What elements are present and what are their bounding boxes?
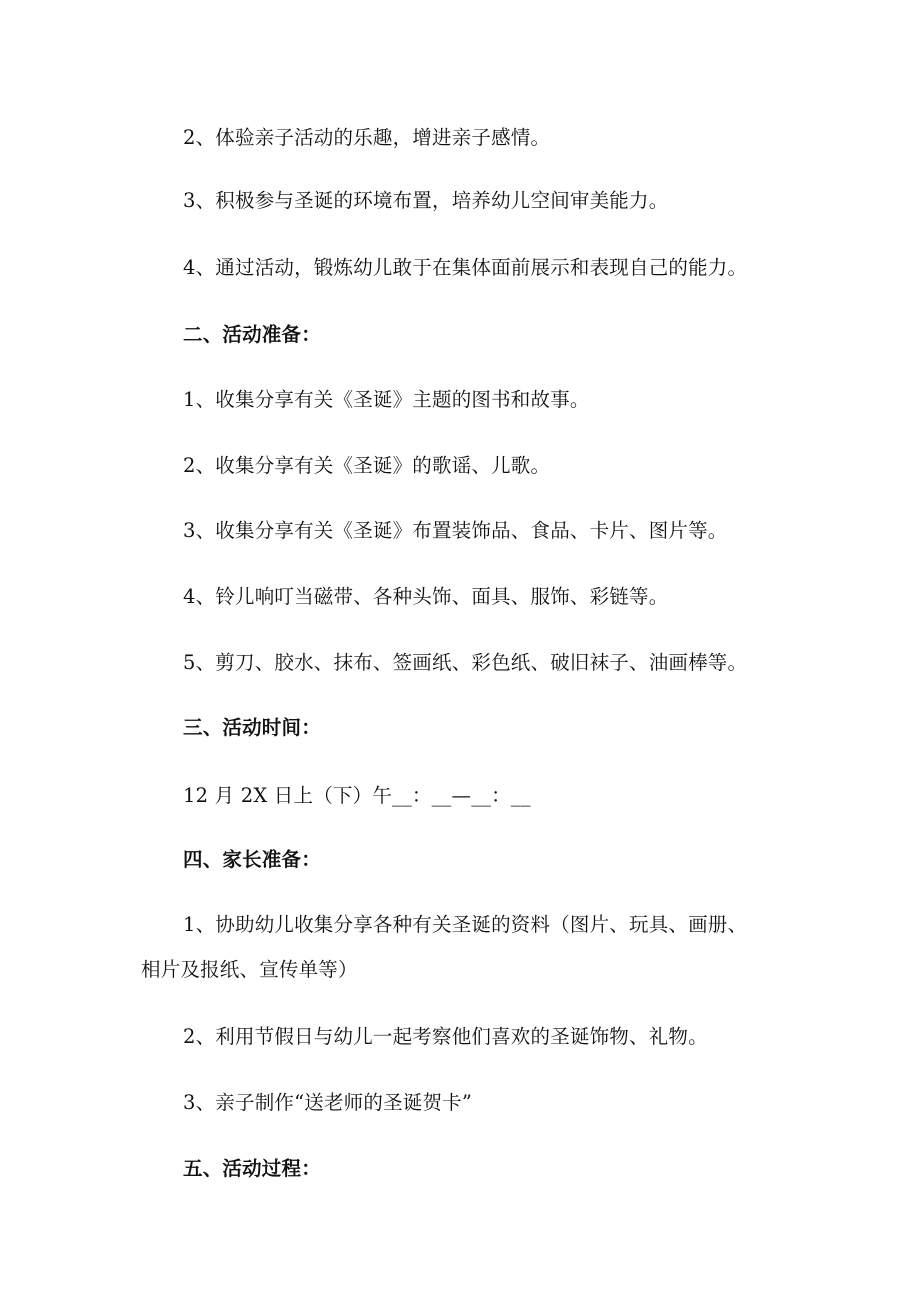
parent-item-2: 2、利用节假日与幼儿一起考察他们喜欢的圣诞饰物、礼物。 [183, 1025, 708, 1048]
section-heading-preparation: 二、活动准备： [183, 323, 321, 346]
preparation-item-3: 3、收集分享有关《圣诞》布置装饰品、食品、卡片、图片等。 [183, 519, 728, 542]
section-heading-time: 三、活动时间： [183, 716, 321, 739]
section-heading-parent-preparation: 四、家长准备： [183, 848, 321, 871]
goal-item-3: 3、积极参与圣诞的环境布置，培养幼儿空间审美能力。 [183, 189, 669, 212]
preparation-item-2: 2、收集分享有关《圣诞》的歌谣、儿歌。 [183, 454, 551, 477]
parent-item-1-line-1: 1、协助幼儿收集分享各种有关圣诞的资料（图片、玩具、画册、 [183, 913, 748, 936]
activity-time-text: 12 月 2X 日上（下）午__：__—__：__ [183, 784, 531, 807]
parent-item-1-line-2: 相片及报纸、宣传单等） [141, 958, 358, 981]
goal-item-2: 2、体验亲子活动的乐趣，增进亲子感情。 [183, 126, 551, 149]
preparation-item-5: 5、剪刀、胶水、抹布、签画纸、彩色纸、破旧袜子、油画棒等。 [183, 651, 748, 674]
preparation-item-1: 1、收集分享有关《圣诞》主题的图书和故事。 [183, 388, 590, 411]
section-heading-process: 五、活动过程： [183, 1157, 321, 1180]
parent-item-3: 3、亲子制作“送老师的圣诞贺卡” [183, 1091, 473, 1114]
goal-item-4: 4、通过活动，锻炼幼儿敢于在集体面前展示和表现自己的能力。 [183, 256, 748, 279]
preparation-item-4: 4、铃儿响叮当磁带、各种头饰、面具、服饰、彩链等。 [183, 585, 669, 608]
